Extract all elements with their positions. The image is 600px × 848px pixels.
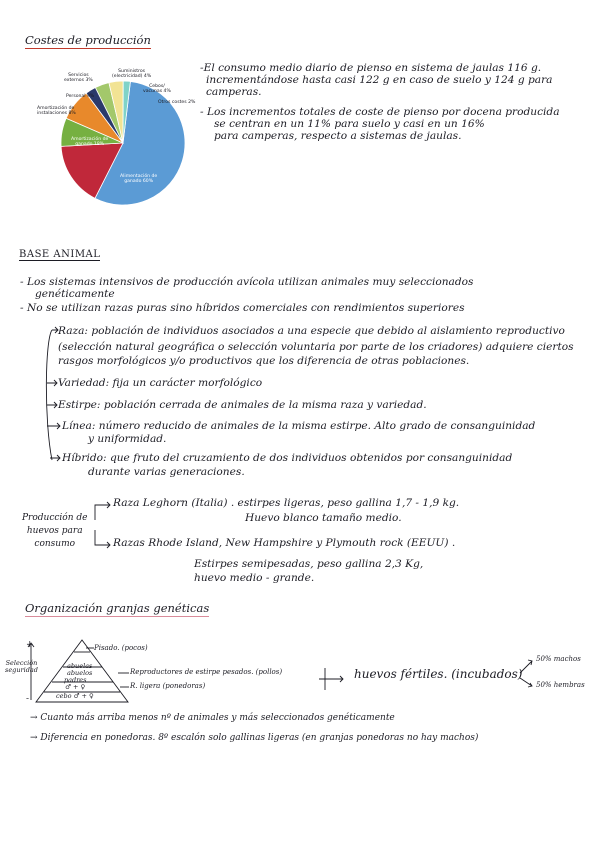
- rhode-sub-1: Estirpes semipesadas, peso gallina 2,3 Kg,: [194, 558, 424, 570]
- section-title-granjas: Organización granjas genéticas: [25, 601, 210, 615]
- pyramid-outline: [36, 640, 128, 702]
- def-bracket-line: [46, 330, 52, 460]
- def-hibrido-line-1: Híbrido: que fruto del cruzamiento de dos individuos obtenidos por consanguinidad: [62, 452, 513, 464]
- pie-label-amort-instalaciones: Amortización de instalaciones 8%: [37, 106, 76, 117]
- hembras-label: 50% hembras: [536, 681, 585, 689]
- selection-side-label: Selección seguridad: [5, 659, 38, 674]
- ligera-ponedoras: R. ligera (ponedoras): [130, 682, 206, 690]
- minus-sign: -: [26, 694, 30, 704]
- cost-note-2-line-3: para camperas, respecto a sistemas de jaulas.: [214, 130, 462, 142]
- base-bullet-1-line-2: genéticamente: [35, 288, 115, 300]
- machos-label: 50% machos: [536, 655, 581, 663]
- rhode-line: Razas Rhode Island, New Hampshire y Plymouth rock (EEUU) .: [113, 537, 456, 549]
- huevos-fertiles: huevos fértiles. (incubados): [354, 667, 523, 681]
- plus-sign: +: [26, 640, 34, 650]
- def-raza-line-1: Raza: población de individuos asociados a una especie que debido al aislamiento reproductivo: [58, 325, 565, 337]
- def-raza-line-3: rasgos morfológicos y/o productivos que los diferencia de otras poblaciones.: [58, 355, 470, 367]
- production-label: Producción de huevos para consumo: [22, 513, 88, 549]
- def-raza-line-2: (selección natural geográfica o selección voluntaria por parte de los criadores) adquiere ciertos: [58, 341, 574, 353]
- arrow-raza: [52, 327, 58, 333]
- leghorn-arrow: [95, 502, 110, 520]
- base-bullet-2: - No se utilizan razas puras sino híbridos comerciales con rendimientos superiores: [20, 302, 465, 314]
- machos-arrow: [520, 660, 532, 673]
- pyramid-top-label: Pisado. (pocos): [94, 644, 148, 652]
- pie-label-cebos: Cebos/ vacunas 4%: [143, 84, 171, 95]
- leghorn-line: Raza Leghorn (Italia) . estirpes ligeras, peso gallina 1,7 - 1,9 kg.: [113, 497, 460, 509]
- selection-axis: [28, 643, 34, 700]
- def-linea-line-1: Línea: número reducido de animales de la misma estirpe. Alto grado de consanguinidad: [62, 420, 536, 432]
- rhode-sub-2: huevo medio - grande.: [194, 572, 315, 584]
- pie-label-personal: Personal 9%: [66, 94, 95, 99]
- base-bullet-1-line-1: - Los sistemas intensivos de producción avícola utilizan animales muy seleccionados: [20, 276, 474, 288]
- reproductores-pesados: Reproductores de estirpe pesados. (pollos): [130, 668, 283, 676]
- pyramid-level-abuelos: abuelas abuelos: [67, 662, 93, 677]
- def-hibrido-line-2: durante varias generaciones.: [88, 466, 245, 478]
- cost-note-1-line-2: incrementándose hasta casi 122 g en caso de suelo y 124 g para: [206, 74, 553, 86]
- pyramid-base: cebo ♂ + ♀: [56, 692, 94, 700]
- note-diferencia: → Diferencia en ponedoras. 8º escalón solo gallinas ligeras (en granjas ponedoras no hay machos): [30, 733, 479, 743]
- pie-label-otros: Otros costes 2%: [158, 100, 196, 105]
- cost-note-2-line-1: - Los incrementos totales de coste de pienso por docena producida: [200, 106, 560, 118]
- join-bracket: [319, 668, 343, 690]
- hembras-arrow: [520, 678, 532, 687]
- pie-label-alimentacion: Alimentación de ganado 60%: [120, 174, 158, 185]
- def-variedad: Variedad: fija un carácter morfológico: [58, 377, 263, 389]
- leghorn-sub: Huevo blanco tamaño medio.: [245, 512, 402, 524]
- cost-note-1-line-3: camperas.: [206, 86, 262, 98]
- note-arriba: → Cuanto más arriba menos nº de animales y más seleccionados genéticamente: [30, 713, 395, 723]
- cost-note-1-line-1: -El consumo medio diario de pienso en sistema de jaulas 116 g.: [200, 62, 542, 74]
- def-linea-line-2: y uniformidad.: [88, 433, 167, 445]
- arrow-variedad: [47, 380, 57, 386]
- pie-label-amort-ganado: Amortización de ganado 18%: [71, 137, 109, 148]
- def-estirpe: Estirpe: población cerrada de animales de la misma raza y variedad.: [58, 399, 427, 411]
- pyramid-level-padres: padres ♂ + ♀: [64, 676, 87, 691]
- cost-note-2-line-2: se centran en un 11% para suelo y casi en un 16%: [214, 118, 485, 130]
- pie-label-suministros: Suministros (electricidad) 4%: [112, 69, 152, 80]
- section-title-costes: Costes de producción: [25, 33, 151, 47]
- section-title-base-animal: BASE ANIMAL: [19, 249, 101, 260]
- pie-label-servicios: Servicios externos 3%: [64, 73, 93, 84]
- arrow-estirpe: [47, 402, 57, 408]
- arrow-linea: [47, 423, 60, 429]
- rhode-arrow: [95, 530, 110, 548]
